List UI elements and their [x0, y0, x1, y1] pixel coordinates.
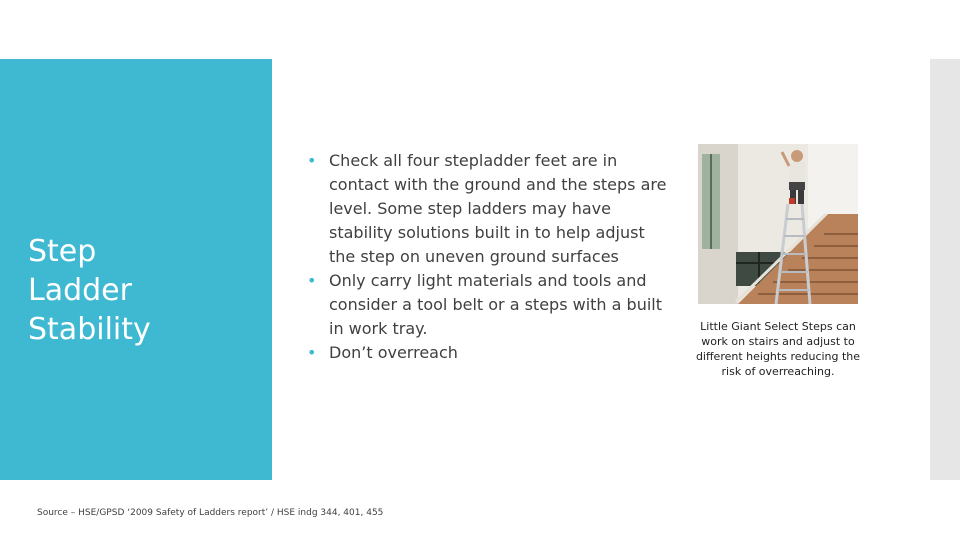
side-strip	[930, 59, 960, 480]
source-note: Source – HSE/GPSD ‘2009 Safety of Ladders report’ / HSE indg 344, 401, 455	[37, 508, 384, 518]
bullet-item: • Only carry light materials and tools and consider a tool belt or a steps with a built in work tray.	[305, 269, 673, 341]
title-line-2: Ladder	[28, 273, 132, 309]
title-line-3: Stability	[28, 312, 151, 348]
bullet-item: • Don’t overreach	[305, 341, 673, 365]
slide-title	[28, 232, 258, 349]
title-line-1: Step	[28, 234, 97, 270]
stepladder-photo	[698, 144, 858, 304]
bullet-list	[305, 149, 673, 365]
bullet-item: • Check all four stepladder feet are in contact with the ground and the steps are level. Some step ladders may have stability solutions built in to help adjust the step on uneven ground surfaces	[305, 149, 673, 269]
photo-caption: Little Giant Select Steps can work on stairs and adjust to different heights reducing the risk of overreaching.	[695, 320, 861, 378]
